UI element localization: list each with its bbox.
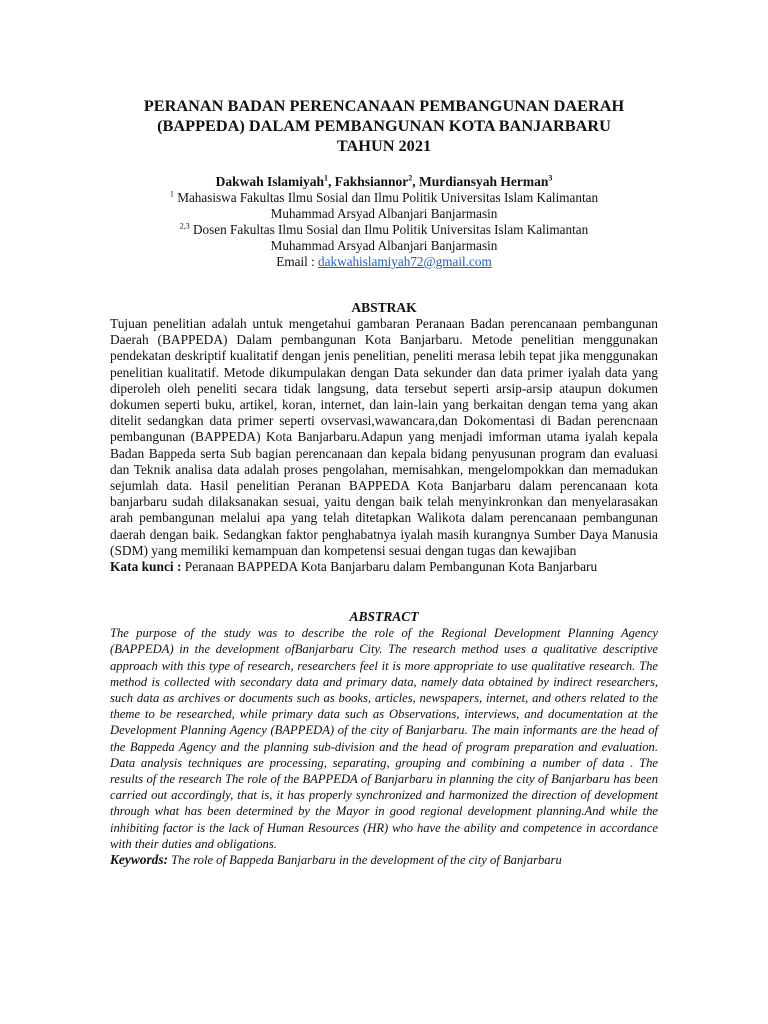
author-name: Fakhsiannor [334, 174, 409, 189]
author-separator: , [412, 174, 420, 189]
kata-kunci-label: Kata kunci : [110, 559, 182, 575]
abstract-body: The purpose of the study was to describe the role of the Regional Development Planning Agency (BAPPEDA) in the development ofBanjarbaru City. The research method uses a qualitative descriptive approach with this type of research, researchers feel it is more appropriate to use qualitative research. The method is collected with secondary data and primary data, namely data obtained by indirect researchers, such data as archives or documents such as books, articles, newspapers, internet, and others related to the theme to be researched, while primary data such as Observations, interviews, and documentation at the Development Planning Agency (BAPPEDA) of the city of Banjarbaru. The main informants are the head of the Bappeda Agency and the planning sub-division and the head of program preparation and evaluation. Data analysis techniques are processing, separating, grouping and combining a number of data . The results of the research The role of the BAPPEDA of Banjarbaru in planning the city of Banjarbaru has been carried out accordingly, that is, it has properly synchronized and harmonized the direction of development through what has been determined by the Mayor in good regional development planning.And while the inhibiting factor is the lack of Human Resources (HR) who have the ability and competence in accordance with their duties and obligations. [110, 626, 658, 851]
affiliation-mark: 2,3 [179, 221, 190, 231]
keywords-line [110, 852, 658, 868]
affiliation-1-line-2: Muhammad Arsyad Albanjari Banjarmasin [270, 206, 498, 221]
affiliation-1-line-1 [110, 190, 658, 206]
affiliation-2-line-1 [110, 222, 658, 238]
title-line-3: TAHUN 2021 [336, 136, 432, 155]
author-affiliation-mark: 3 [548, 173, 553, 183]
keywords-text: The role of Bappeda Banjarbaru in the development of the city of Banjarbaru [168, 853, 562, 868]
email-link[interactable]: dakwahislamiyah72@gmail.com [318, 254, 492, 269]
email-label: Email : [276, 254, 319, 269]
affiliation-mark: 1 [169, 189, 174, 199]
keywords-label: Keywords: [110, 852, 169, 868]
email-line [110, 254, 658, 270]
author-separator: , [327, 174, 335, 189]
abstrak-body: Tujuan penelitian adalah untuk mengetahui gambaran Peranaan Badan perencanaan pembangunan Daerah (BAPPEDA) Dalam pembangunan Kota Banjarbaru. Metode penelitian menggunakan pendekatan deskriptif kualitatif dengan jenis penelitian, peneliti merasa lebih tepat jika menggunakan penelitian kualitatif. Metode dikumpulakan dengan Data sekunder dan data primer iyalah data yang diperoleh oleh peneliti secara tidak langsung, data tersebut seperti arsip-arsip ataupun dokumen dokumen seperti buku, artikel, koran, internet, dan lain-lain yang berkaitan dengan tema yang akan ditelit sedangkan data primer seperti ovservasi,wawancara,dan Dokomentasi di Badan perencnaan pembangunan (BAPPEDA) Kota Banjarbaru.Adapun yang menjadi imforman utama iyalah kepala Badan Bappeda serta Sub bagian perencanaan dan kepala bidang penyusunan program dan evaluasi dan Teknik analisa data adalah proses pengolahan, memisahkan, mengelompokkan dan memadukan sejumlah data. Hasil penelitian Peranan BAPPEDA Kota Banjarbaru dalam perencanaan kota banjarbaru sudah dilaksanakan sesuai, yaitu dengan baik telah menyinkronkan dan menyelarasakan arah pembangunan melalui apa yang telah ditetapkan Walikota dalam perencanaan pembangunan daerah dengan baik. Sedangkan faktor penghabatnya iyalah masih kurangnya Sumber Daya Manusia (SDM) yang memiliki kemampuan dan kompetensi sesuai dengan tugas dan kewajiban [110, 316, 658, 558]
author-list [110, 173, 658, 190]
author-affiliation-mark: 2 [408, 173, 413, 183]
affiliation-text: Mahasiswa Fakultas Ilmu Sosial dan Ilmu Politik Universitas Islam Kalimantan [177, 190, 599, 205]
affiliation-2-line-2: Muhammad Arsyad Albanjari Banjarmasin [270, 238, 498, 253]
author-affiliation-mark: 1 [323, 173, 328, 183]
title-line-1: PERANAN BADAN PERENCANAAN PEMBANGUNAN DAERAH [143, 96, 625, 115]
affiliation-1 [110, 190, 658, 222]
title-line-2: (BAPPEDA) DALAM PEMBANGUNAN KOTA BANJARBARU [157, 116, 611, 135]
paper-page [110, 96, 658, 868]
author-name: Murdiansyah Herman [419, 174, 549, 189]
paper-title [110, 96, 658, 156]
kata-kunci-text: Peranaan BAPPEDA Kota Banjarbaru dalam Pembangunan Kota Banjarbaru [181, 559, 598, 575]
affiliation-text: Dosen Fakultas Ilmu Sosial dan Ilmu Politik Universitas Islam Kalimantan [193, 222, 589, 237]
kata-kunci-line [110, 559, 658, 575]
abstrak-heading: ABSTRAK [351, 300, 417, 315]
author-name: Dakwah Islamiyah [215, 174, 324, 189]
abstract-heading: ABSTRACT [349, 609, 419, 625]
affiliation-2 [110, 222, 658, 254]
